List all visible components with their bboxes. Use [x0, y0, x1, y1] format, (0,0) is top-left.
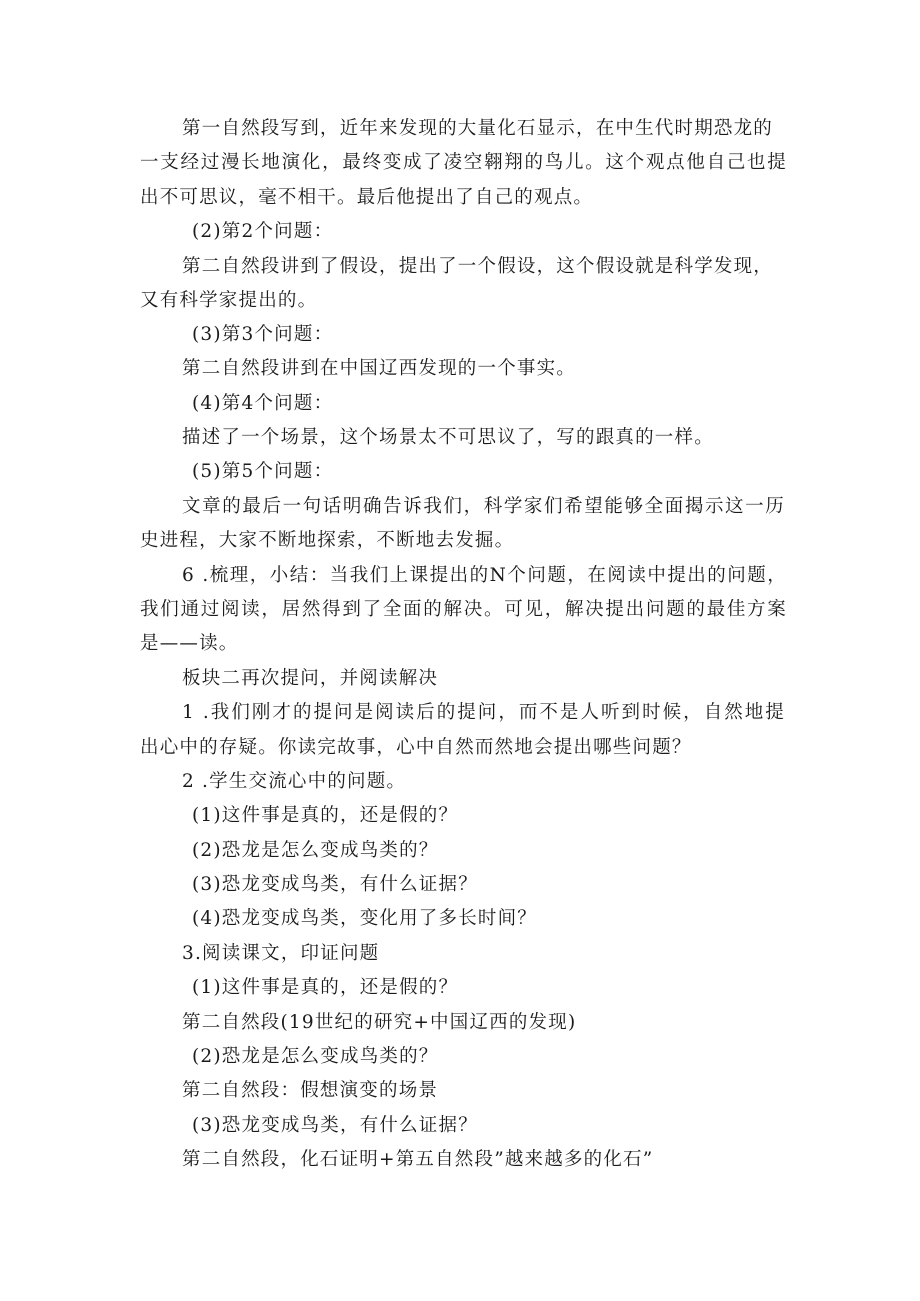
- paragraph-line-10: 描述了一个场景，这个场景太不可思议了，写的跟真的一样。: [182, 427, 714, 448]
- paragraph-line-6: 又有科学家提出的。: [140, 290, 318, 311]
- question-heading-2: (2)第2个问题：: [192, 221, 334, 242]
- answer-line-1: 第二自然段(19世纪的研究+中国辽西的发现): [182, 1012, 577, 1033]
- question-heading-4: (4)第4个问题：: [192, 393, 334, 414]
- question-heading-5: (5)第5个问题：: [192, 461, 334, 482]
- section-heading-3: 3.阅读课文，印证问题: [182, 943, 380, 964]
- answer-line-2: 第二自然段：假想演变的场景: [182, 1080, 439, 1101]
- list-item-6: (2)恐龙是怎么变成鸟类的？: [192, 1046, 439, 1067]
- paragraph-line-5: 第二自然段讲到了假设，提出了一个假设，这个假设就是科学发现，: [182, 256, 774, 277]
- question-heading-3: (3)第3个问题：: [192, 324, 334, 345]
- list-item-3: (3)恐龙变成鸟类，有什么证据？: [192, 874, 478, 895]
- paragraph-line-20: 2 .学生交流心中的问题。: [182, 771, 407, 792]
- paragraph-line-18: 1 .我们刚才的提问是阅读后的提问，而不是人听到时候，自然地提: [182, 702, 785, 723]
- paragraph-line-14: 6 .梳理，小结：当我们上课提出的N个问题，在阅读中提出的问题，: [182, 565, 787, 586]
- answer-line-3: 第二自然段，化石证明+第五自然段”越来越多的化石”: [182, 1149, 654, 1170]
- list-item-1: (1)这件事是真的，还是假的？: [192, 805, 459, 826]
- paragraph-line-1: 第一自然段写到，近年来发现的大量化石显示，在中生代时期恐龙的: [182, 118, 774, 139]
- paragraph-line-3: 出不可思议，毫不相干。最后他提出了自己的观点。: [140, 187, 594, 208]
- list-item-5: (1)这件事是真的，还是假的？: [192, 977, 459, 998]
- paragraph-line-12: 文章的最后一句话明确告诉我们，科学家们希望能够全面揭示这一历: [182, 496, 785, 517]
- list-item-2: (2)恐龙是怎么变成鸟类的？: [192, 840, 439, 861]
- paragraph-line-15: 我们通过阅读，居然得到了全面的解决。可见，解决提出问题的最佳方案: [140, 599, 787, 620]
- section-heading-block-2: 板块二再次提问，并阅读解决: [182, 668, 439, 689]
- paragraph-line-13: 史进程，大家不断地探索，不断地去发掘。: [140, 530, 515, 551]
- paragraph-line-8: 第二自然段讲到在中国辽西发现的一个事实。: [182, 358, 577, 379]
- paragraph-line-19: 出心中的存疑。你读完故事，心中自然而然地会提出哪些问题？: [140, 737, 692, 758]
- paragraph-line-16: 是——读。: [140, 633, 239, 654]
- list-item-4: (4)恐龙变成鸟类，变化用了多长时间？: [192, 908, 538, 929]
- paragraph-line-2: 一支经过漫长地演化，最终变成了凌空翱翔的鸟儿。这个观点他自己也提: [140, 152, 787, 173]
- list-item-7: (3)恐龙变成鸟类，有什么证据？: [192, 1115, 478, 1136]
